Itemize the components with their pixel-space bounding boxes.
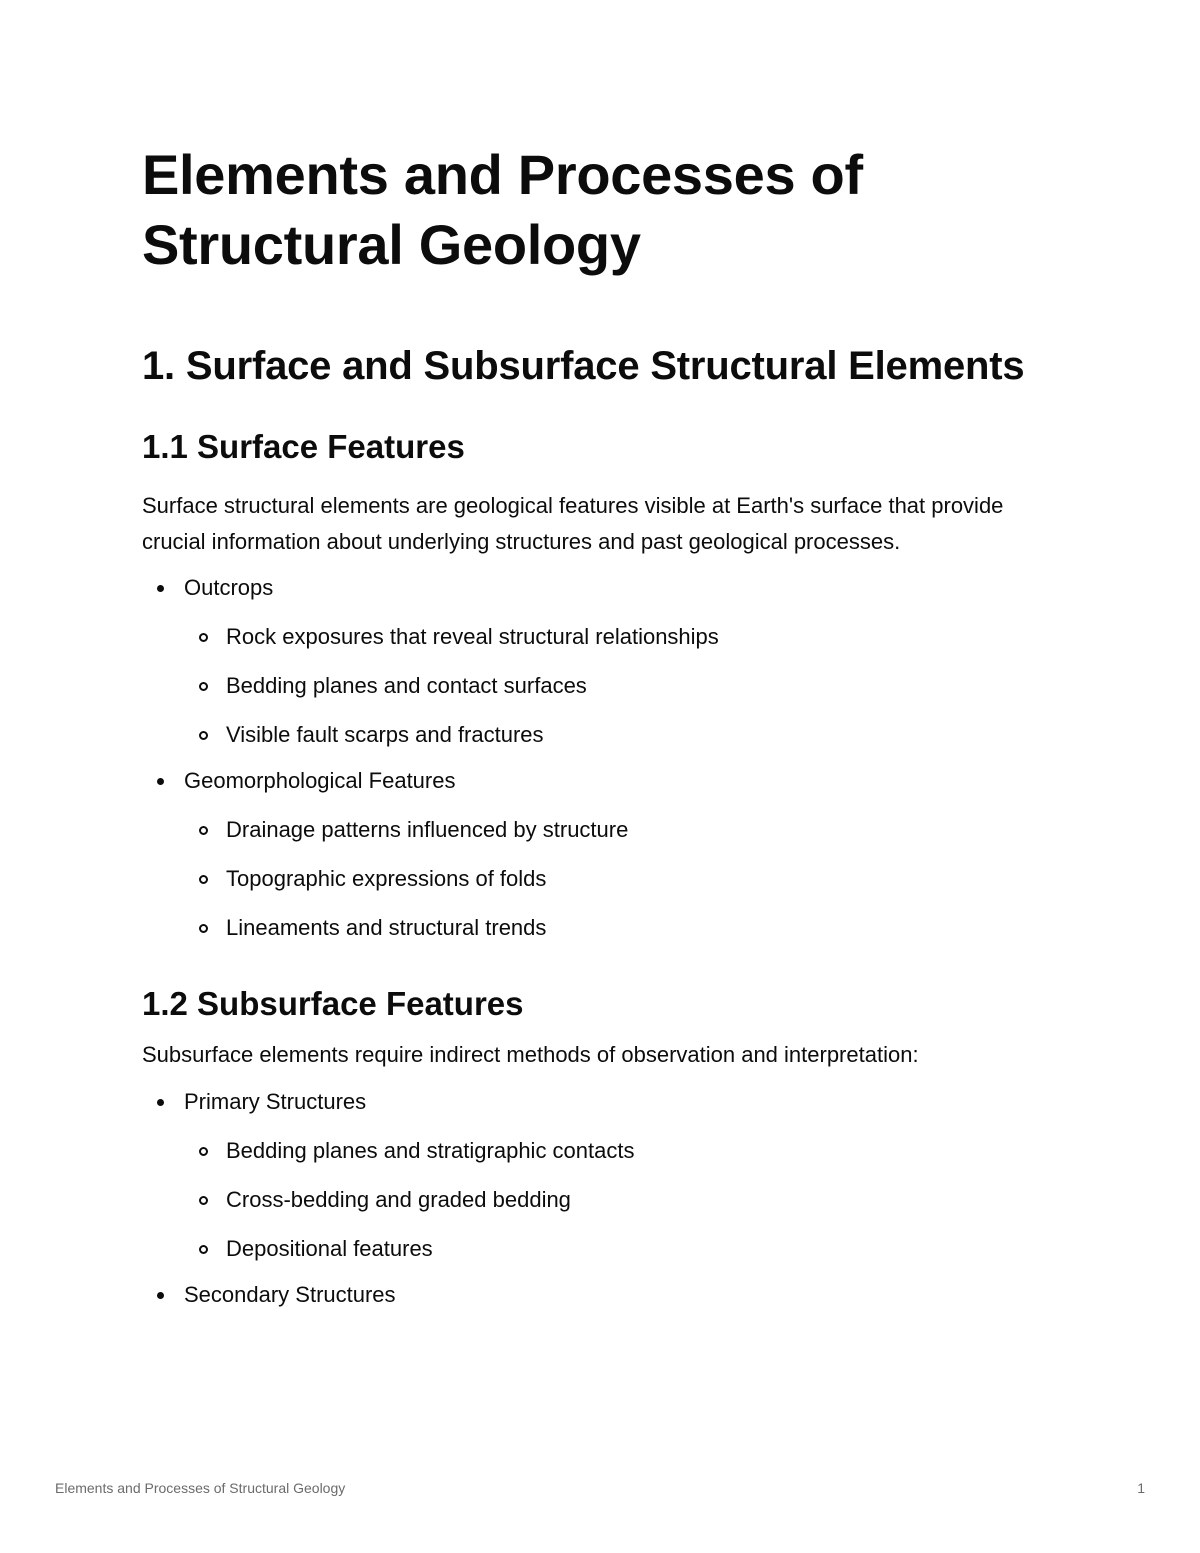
bullet-list xyxy=(142,571,1062,945)
list-item xyxy=(142,1278,1062,1312)
bullet-list xyxy=(142,1085,1062,1312)
footer-title: Elements and Processes of Structural Geology xyxy=(55,1480,346,1496)
list-item-label: Secondary Structures xyxy=(184,1281,396,1307)
paragraph: Surface structural elements are geological features visible at Earth's surface that provide crucial information about underlying structures and past geological processes. xyxy=(142,493,1004,554)
list-item-label: Primary Structures xyxy=(184,1088,367,1114)
nested-list-item: Drainage patterns influenced by structure xyxy=(184,813,1062,847)
nested-list-item: Cross-bedding and graded bedding xyxy=(184,1183,1062,1217)
nested-list-item: Visible fault scarps and fractures xyxy=(184,718,1062,752)
nested-list-item: Bedding planes and contact surfaces xyxy=(184,669,1062,703)
list-item xyxy=(142,1085,1062,1266)
section-heading: 1. Surface and Subsurface Structural Elements xyxy=(142,344,1025,388)
paragraph: Subsurface elements require indirect methods of observation and interpretation: xyxy=(142,1042,919,1067)
nested-list-item: Topographic expressions of folds xyxy=(184,862,1062,896)
page-footer xyxy=(55,1480,1145,1496)
nested-list-item: Rock exposures that reveal structural relationships xyxy=(184,620,1062,654)
nested-list-item: Lineaments and structural trends xyxy=(184,911,1062,945)
subsection-heading: 1.1 Surface Features xyxy=(142,428,465,465)
list-item xyxy=(142,764,1062,945)
list-item xyxy=(142,571,1062,752)
document-title: Elements and Processes of Structural Geology xyxy=(142,143,863,276)
subsection-heading: 1.2 Subsurface Features xyxy=(142,985,524,1022)
nested-list-item: Depositional features xyxy=(184,1232,1062,1266)
nested-list-item: Bedding planes and stratigraphic contacts xyxy=(184,1134,1062,1168)
document-body xyxy=(142,140,1062,1312)
list-item-label: Geomorphological Features xyxy=(184,768,456,793)
list-item-label: Outcrops xyxy=(184,575,274,600)
nested-list xyxy=(184,620,1062,752)
nested-list xyxy=(184,813,1062,945)
nested-list xyxy=(184,1134,1062,1266)
page-number: 1 xyxy=(1137,1480,1145,1496)
